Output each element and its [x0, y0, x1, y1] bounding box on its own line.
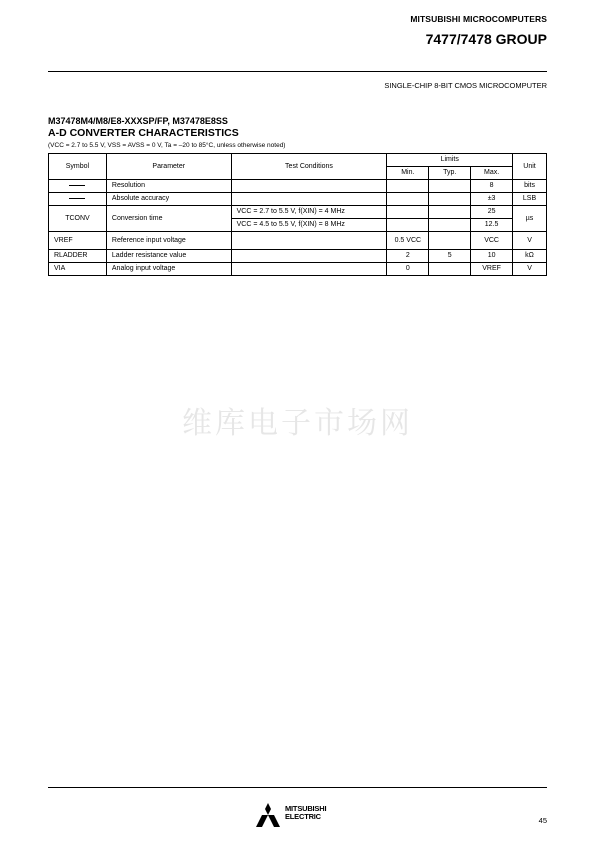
table-row [49, 206, 547, 219]
header-max: Max. [471, 167, 513, 180]
symbol-cell: VIA [49, 263, 107, 276]
min-cell [387, 206, 429, 219]
typ-cell: 5 [429, 250, 471, 263]
dash-mark [69, 185, 85, 186]
header-limits: Limits [387, 154, 513, 167]
header-parameter: Parameter [106, 154, 231, 180]
max-cell: 10 [471, 250, 513, 263]
header-test-conditions: Test Conditions [231, 154, 387, 180]
unit-cell: kΩ [513, 250, 547, 263]
symbol-cell: RLADDER [49, 250, 107, 263]
unit-cell: LSB [513, 193, 547, 206]
typ-cell [429, 193, 471, 206]
parameter-cell: Absolute accuracy [106, 193, 231, 206]
parameter-cell: Conversion time [106, 206, 231, 232]
header-min: Min. [387, 167, 429, 180]
max-cell: 12.5 [471, 219, 513, 232]
table-row [49, 193, 547, 206]
unit-cell: bits [513, 180, 547, 193]
max-cell: 25 [471, 206, 513, 219]
min-cell: 0.5 VCC [387, 232, 429, 250]
conditions-cell [231, 180, 387, 193]
logo-line-1: MITSUBISHI [285, 804, 327, 813]
conditions-cell [231, 232, 387, 250]
typ-cell [429, 232, 471, 250]
symbol-cell: TCONV [49, 206, 107, 232]
header-group-title: 7477/7478 GROUP [425, 31, 547, 47]
conditions-cell: VCC = 4.5 to 5.5 V, f(XIN) = 8 MHz [231, 219, 387, 232]
conditions-cell [231, 193, 387, 206]
table-row [49, 180, 547, 193]
unit-cell: V [513, 232, 547, 250]
min-cell [387, 180, 429, 193]
unit-cell: V [513, 263, 547, 276]
header-symbol: Symbol [49, 154, 107, 180]
watermark-text: 维库电子市场网 [182, 406, 413, 441]
part-numbers: M37478M4/M8/E8-XXXSP/FP, M37478E8SS [48, 116, 228, 126]
conditions-cell [231, 263, 387, 276]
min-cell: 2 [387, 250, 429, 263]
header-company: MITSUBISHI MICROCOMPUTERS [410, 14, 547, 24]
table-header-row [49, 154, 547, 167]
section-title: A-D CONVERTER CHARACTERISTICS [48, 127, 239, 139]
min-cell [387, 193, 429, 206]
symbol-cell [49, 193, 107, 206]
header-divider [48, 71, 547, 72]
header-subtitle: SINGLE-CHIP 8-BIT CMOS MICROCOMPUTER [384, 81, 547, 90]
symbol-cell: VREF [49, 232, 107, 250]
typ-cell [429, 219, 471, 232]
conditions-cell: VCC = 2.7 to 5.5 V, f(XIN) = 4 MHz [231, 206, 387, 219]
header-unit: Unit [513, 154, 547, 180]
adc-characteristics-table [48, 153, 547, 276]
max-cell: VCC [471, 232, 513, 250]
conditions-cell [231, 250, 387, 263]
dash-mark [69, 198, 85, 199]
typ-cell [429, 263, 471, 276]
parameter-cell: Ladder resistance value [106, 250, 231, 263]
parameter-cell: Analog input voltage [106, 263, 231, 276]
table-row [49, 232, 547, 250]
parameter-cell: Resolution [106, 180, 231, 193]
max-cell: 8 [471, 180, 513, 193]
unit-cell: µs [513, 206, 547, 232]
footer-divider [48, 787, 547, 788]
logo-wordmark [285, 805, 326, 821]
table-row [49, 263, 547, 276]
min-cell [387, 219, 429, 232]
three-diamond-logo-icon [255, 803, 281, 832]
parameter-cell: Reference input voltage [106, 232, 231, 250]
header-typ: Typ. [429, 167, 471, 180]
min-cell: 0 [387, 263, 429, 276]
max-cell: VREF [471, 263, 513, 276]
page-number: 45 [538, 816, 547, 825]
conditions-note: (VCC = 2.7 to 5.5 V, VSS = AVSS = 0 V, Ta = –20 to 85°C, unless otherwise noted) [48, 142, 286, 149]
typ-cell [429, 206, 471, 219]
typ-cell [429, 180, 471, 193]
symbol-cell [49, 180, 107, 193]
max-cell: ±3 [471, 193, 513, 206]
table-row [49, 250, 547, 263]
logo-line-2: ELECTRIC [285, 812, 321, 821]
